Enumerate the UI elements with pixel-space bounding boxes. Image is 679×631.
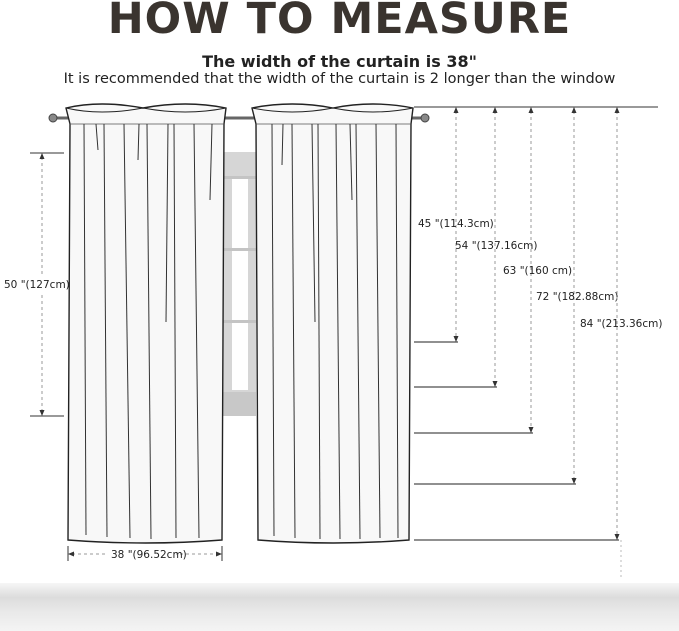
length-label-84: 84 "(213.36cm) (580, 318, 663, 330)
window (222, 152, 256, 416)
length-dimension-63 (414, 107, 572, 433)
length-dimension-54 (414, 107, 537, 387)
panel-width-label: 38 "(96.52cm) (111, 549, 187, 561)
curtain-width-heading: The width of the curtain is 38" (202, 52, 477, 71)
length-label-72: 72 "(182.88cm) (536, 291, 619, 303)
length-label-54: 54 "(137.16cm) (455, 240, 538, 252)
window-height-label: 50 "(127cm) (4, 279, 70, 291)
length-dimensions (414, 107, 662, 578)
panel-width-dimension (68, 546, 222, 561)
length-dimension-72 (414, 107, 618, 484)
page-title: HOW TO MEASURE (107, 0, 572, 44)
length-label-63: 63 "(160 cm) (503, 265, 573, 277)
rod-finial-left (49, 114, 57, 122)
window-height-dimension (4, 153, 70, 416)
width-recommendation: It is recommended that the width of the curtain is 2 longer than the window (63, 71, 616, 87)
rod-finial-right (421, 114, 429, 122)
curtain-panel-right (252, 104, 413, 543)
curtain-panel-left (66, 104, 226, 543)
window-glass (232, 178, 248, 390)
length-dimension-45 (414, 107, 494, 342)
length-label-45: 45 "(114.3cm) (418, 218, 494, 230)
